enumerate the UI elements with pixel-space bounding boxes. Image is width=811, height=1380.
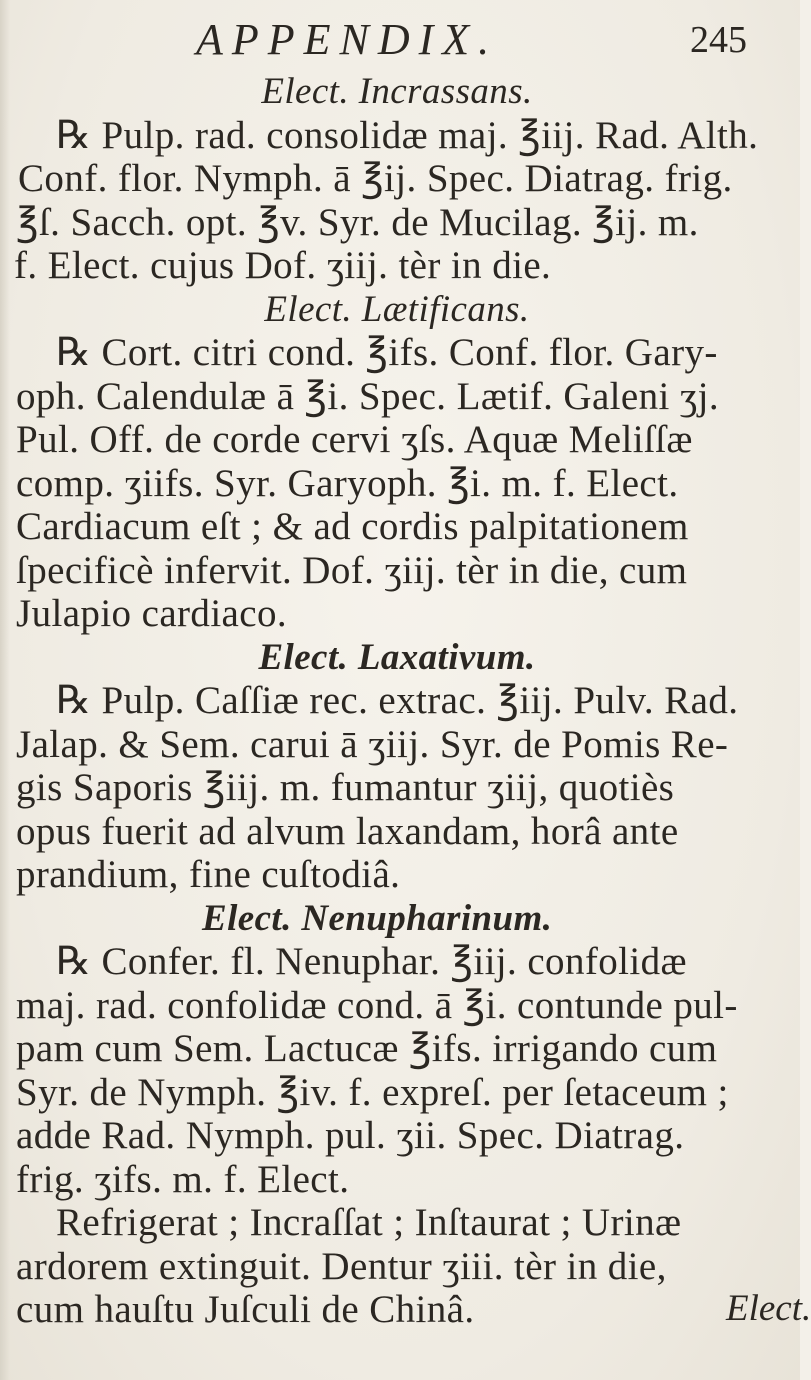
text-line: Conf. flor. Nymph. ā ℥ij. Spec. Diatrag. frig. [18, 157, 733, 200]
text-line: ℞ Pulp. rad. consolidæ maj. ℥iij. Rad. Alth. [56, 113, 759, 157]
running-head: APPENDIX. [196, 15, 499, 64]
text-line: ℥ſ. Sacch. opt. ℥v. Syr. de Mucilag. ℥ij. m. [16, 200, 699, 244]
body-text [12, 70, 811, 1332]
text-line: Refrigerat ; Incraſſat ; Inſtaurat ; Urinæ [56, 1201, 682, 1244]
text-line: adde Rad. Nymph. pul. ʒii. Spec. Diatrag. [16, 1114, 685, 1157]
text-line: frig. ʒifs. m. f. Elect. [16, 1157, 350, 1201]
text-line: ſpecificè infervit. Dof. ʒiij. tèr in die, cum [16, 548, 688, 592]
text-line: ardorem extinguit. Dentur ʒiii. tèr in die, [16, 1244, 667, 1288]
binding-gutter [0, 0, 10, 1380]
section-heading: Elect. Laxativum. [258, 636, 536, 678]
text-line: cum hauſtu Juſculi de Chinâ. [16, 1288, 475, 1331]
text-line: comp. ʒiifs. Syr. Garyoph. ℥i. m. f. Elect. [16, 461, 679, 505]
text-line: Syr. de Nymph. ℥iv. f. expreſ. per ſetaceum ; [16, 1070, 729, 1114]
text-line: oph. Calendulæ ā ℥i. Spec. Lætif. Galeni ʒj. [16, 374, 719, 418]
section-heading: Elect. Incrassans. [261, 71, 533, 112]
page-header [0, 14, 800, 70]
text-line: Jalap. & Sem. carui ā ʒiij. Syr. de Pomis Re- [16, 722, 729, 766]
catchword: Elect. [726, 1288, 811, 1329]
text-line: f. Elect. cujus Dof. ʒiij. tèr in die. [14, 244, 552, 287]
section-heading: Elect. Nenupharinum. [202, 897, 553, 939]
text-line: Cardiacum eſt ; & ad cordis palpitationem [16, 505, 689, 548]
text-line: opus fuerit ad alvum laxandam, horâ ante [16, 809, 679, 853]
section-heading: Elect. Lætificans. [264, 288, 530, 330]
page-number: 245 [690, 19, 747, 61]
text-line: prandium, fine cuſtodiâ. [16, 853, 401, 896]
text-line: Julapio cardiaco. [16, 592, 288, 635]
text-line: maj. rad. confolidæ cond. ā ℥i. contunde pul- [16, 983, 738, 1027]
text-line: ℞ Pulp. Caſſiæ rec. extrac. ℥iij. Pulv. Rad. [56, 679, 739, 722]
text-line: gis Saporis ℥iij. m. fumantur ʒiij, quotiès [16, 766, 675, 809]
text-line: Pul. Off. de corde cervi ʒſs. Aquæ Meliſſæ [16, 418, 693, 461]
text-line: ℞ Confer. fl. Nenuphar. ℥iij. confolidæ [56, 940, 687, 983]
text-line: pam cum Sem. Lactucæ ℥ifs. irrigando cum [16, 1027, 718, 1070]
text-line: ℞ Cort. citri cond. ℥ifs. Conf. flor. Gary- [56, 331, 718, 374]
